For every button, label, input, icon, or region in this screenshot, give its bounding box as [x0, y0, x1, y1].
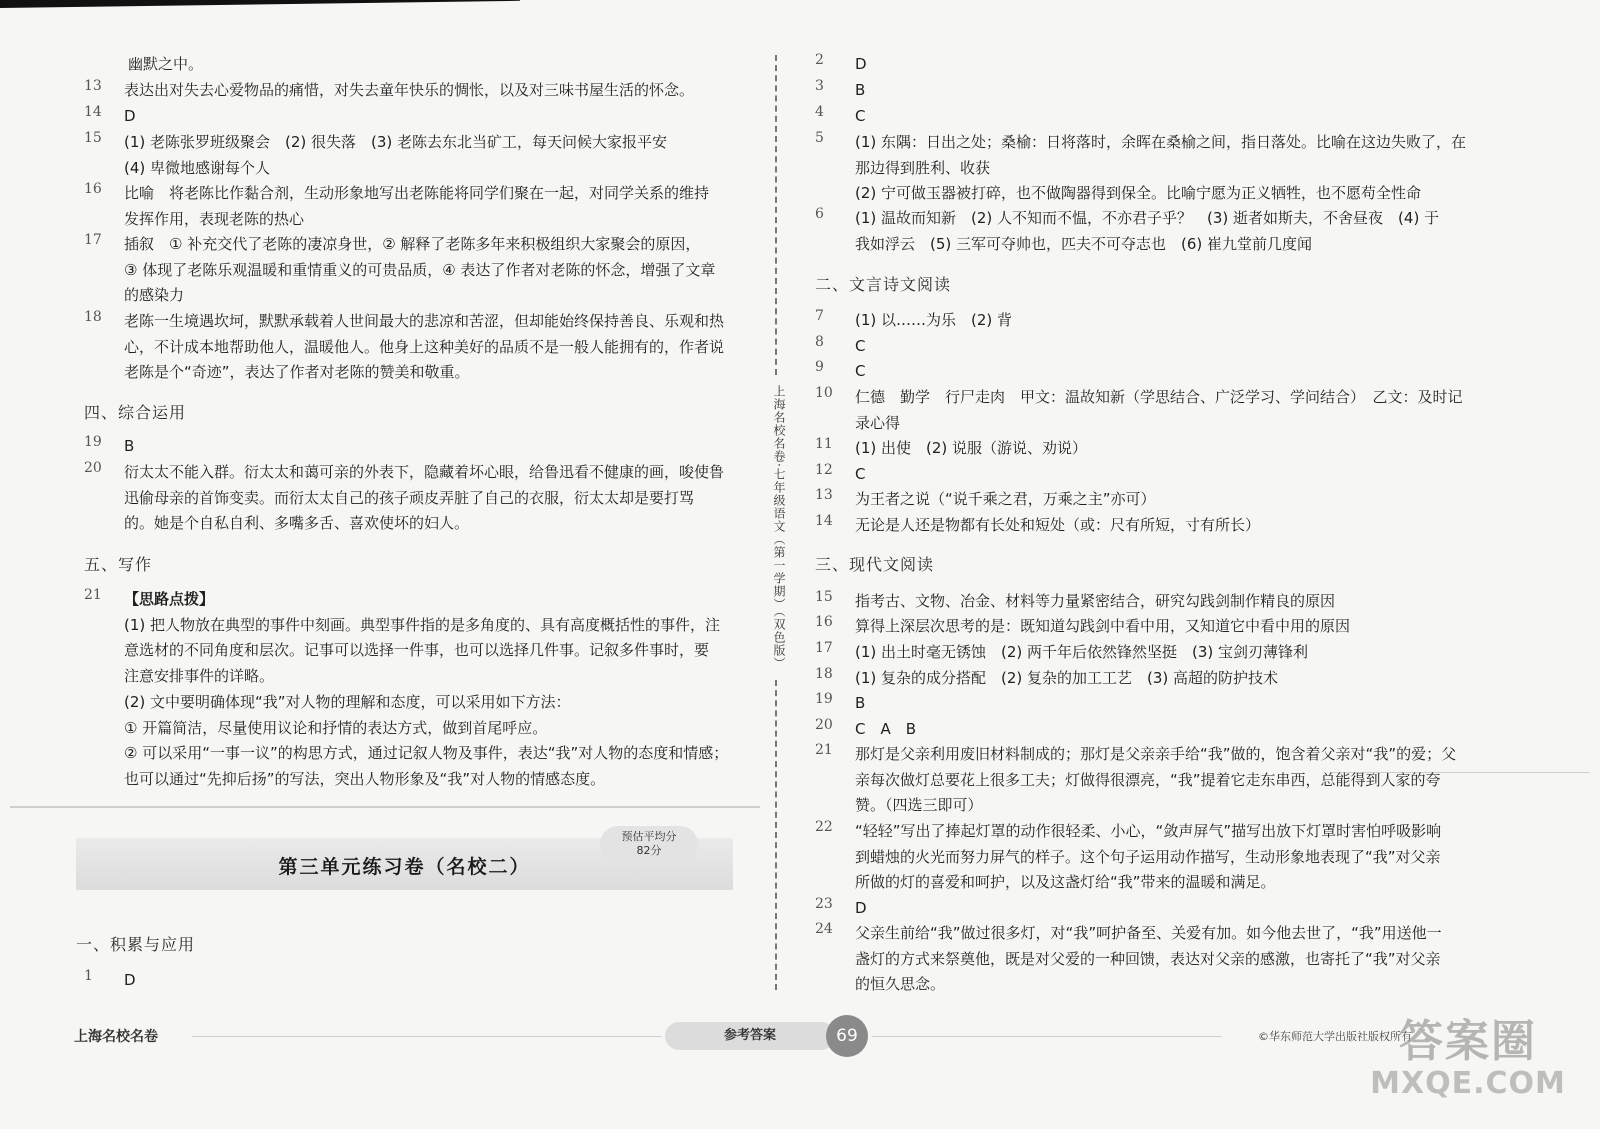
item-line: 注意安排事件的详略。 — [124, 667, 275, 686]
answer-item — [84, 587, 728, 793]
item-line: (1) 以……为乐 (2) 背 — [855, 311, 1013, 329]
item-line: 比喻 将老陈比作黏合剂，生动形象地写出老陈能将同学们聚在一起，对同学关系的维持 — [124, 184, 710, 202]
unit-title: 第三单元练习卷（名校二） — [278, 856, 531, 878]
item-line: (1) 东隅：日出之处；桑榆：日将落时，余晖在桑榆之间，指日落处。比喻在这边失败了，在 — [855, 133, 1467, 151]
item-line: B — [855, 81, 866, 99]
item-line: B — [855, 694, 866, 712]
section-heading: 二、文言诗文阅读 — [815, 275, 952, 294]
item-line: 指考古、文物、冶金、材料等力量紧密结合，研究勾践剑制作精良的原因 — [855, 592, 1336, 610]
answer-item — [815, 385, 1463, 436]
item-line: 那边得到胜利、收获 — [855, 158, 991, 177]
item-line: 盏灯的方式来祭奠他，既是对父爱的一种回馈，表达对父亲的感激，也寄托了“我”对父亲 — [855, 949, 1441, 968]
item-line: B — [124, 437, 135, 455]
item-line: D — [124, 107, 136, 125]
item-line: 仁德 勤学 行尸走肉 甲文：温故知新（学思结合、广泛学习、学问结合） 乙文：及时记 — [855, 388, 1463, 406]
answer-item — [815, 896, 867, 922]
item-line: 心，不计成本地帮助他人，温暖他人。他身上这种美好的品质不是一般人能拥有的，作者说 — [124, 337, 725, 356]
fold-line-top — [775, 55, 777, 375]
answer-item — [815, 462, 865, 488]
item-line: 那灯是父亲利用废旧材料制成的；那灯是父亲亲手给“我”做的，饱含着父亲对“我”的爱；父 — [855, 745, 1457, 763]
answer-item — [84, 434, 134, 460]
answer-item — [815, 487, 1156, 513]
answer-item — [815, 206, 1439, 257]
footer-rule-right — [872, 1036, 1222, 1037]
copyright-notice: ©华东师范大学出版社版权所有 — [1258, 1030, 1412, 1043]
item-number: 20 — [815, 717, 833, 733]
item-line: (1) 复杂的成分搭配 (2) 复杂的加工工艺 (3) 高超的防护技术 — [855, 669, 1279, 687]
item-number: 14 — [84, 104, 102, 120]
answer-label: 参考答案 — [665, 1022, 835, 1050]
item-number: 16 — [84, 181, 102, 197]
item-number: 3 — [815, 78, 824, 94]
item-number: 19 — [84, 434, 102, 450]
item-line: D — [124, 971, 136, 989]
item-line: ② 可以采用“一事一议”的构思方式，通过记叙人物及事件，表达“我”对人物的态度和情感； — [124, 744, 729, 763]
item-line: “轻轻”写出了捧起灯罩的动作很轻柔、小心，“敛声屏气”描写出放下灯罩时害怕呼吸影响 — [855, 822, 1442, 840]
footer-rule-left — [192, 1036, 662, 1037]
page-number: 69 — [826, 1015, 868, 1057]
answer-item — [815, 589, 1335, 615]
item-line: 的。她是个自私自利、多嘴多舌、喜欢使坏的妇人。 — [124, 514, 470, 533]
section-heading: 一、积累与应用 — [76, 935, 196, 954]
item-number: 24 — [815, 921, 833, 937]
section-heading: 四、综合运用 — [84, 403, 187, 422]
average-score-badge — [600, 826, 698, 862]
section-heading: 三、现代文阅读 — [815, 555, 935, 574]
item-line: 算得上深层次思考的是：既知道勾践剑中看中用，又知道它中看中用的原因 — [855, 617, 1351, 635]
item-line: 衍太太不能入群。衍太太和蔼可亲的外表下，隐藏着坏心眼，给鲁迅看不健康的画，唆使鲁 — [124, 463, 725, 481]
item-line: 所做的灯的喜爱和呵护，以及这盏灯给“我”带来的温暖和满足。 — [855, 873, 1276, 892]
answer-item — [815, 308, 1012, 334]
item-number: 9 — [815, 359, 824, 375]
answer-item — [84, 309, 724, 386]
answer-item — [815, 334, 865, 360]
item-number: 18 — [84, 309, 102, 325]
watermark-domain: MXQE.COM — [1370, 1066, 1566, 1101]
item-line: (2) 文中要明确体现“我”对人物的理解和态度，可以采用如下方法： — [124, 692, 571, 711]
item-line: 父亲生前给“我”做过很多灯，对“我”呵护备至、关爱有加。如今他去世了，“我”用送他一 — [855, 924, 1442, 942]
item-line: 老陈一生境遇坎坷，默默承载着人世间最大的悲凉和苦涩，但却能始终保持善良、乐观和热 — [124, 312, 725, 330]
top-edge-shadow — [0, 0, 520, 8]
answer-item — [815, 666, 1278, 692]
answer-item — [815, 130, 1466, 207]
item-number: 12 — [815, 462, 833, 478]
item-line: 亲每次做灯总要花上很多工夫；灯做得很漂亮，“我”提着它走东串西，总能得到人家的夸 — [855, 770, 1441, 789]
item-number: 21 — [815, 742, 833, 758]
item-line: 的感染力 — [124, 286, 185, 305]
item-line: D — [855, 899, 867, 917]
item-line: (1) 把人物放在典型的事件中刻画。典型事件指的是多角度的、具有高度概括性的事件，注 — [124, 615, 721, 634]
item-line: ① 开篇简洁，尽量使用议论和抒情的表达方式，做到首尾呼应。 — [124, 718, 548, 737]
item-line: C — [855, 362, 866, 380]
item-number: 6 — [815, 206, 824, 222]
answer-item — [815, 640, 1308, 666]
item-line: C — [855, 337, 866, 355]
item-number: 23 — [815, 896, 833, 912]
item-line: (1) 老陈张罗班级聚会 (2) 很失落 (3) 老陈去东北当矿工，每天问候大家报平安 — [124, 133, 668, 151]
right-column — [815, 48, 1475, 998]
item-number: 4 — [815, 104, 824, 120]
item-number: 10 — [815, 385, 833, 401]
site-watermark — [1362, 1016, 1574, 1106]
item-number: 17 — [815, 640, 833, 656]
item-line: C — [855, 465, 866, 483]
item-line: D — [855, 55, 867, 73]
item-number: 17 — [84, 232, 102, 248]
item-line: (1) 出土时毫无锈蚀 (2) 两千年后依然锋然坚挺 (3) 宝剑刃薄锋利 — [855, 643, 1309, 661]
continued-text: 幽默之中。 — [128, 55, 204, 73]
section-heading: 五、写作 — [84, 555, 153, 574]
item-line: 录心得 — [855, 413, 901, 432]
item-number: 2 — [815, 52, 824, 68]
item-number: 20 — [84, 460, 102, 476]
item-number: 15 — [84, 130, 102, 146]
score-label: 预估平均分 — [621, 830, 677, 843]
answer-item — [815, 819, 1441, 896]
answer-item — [815, 359, 865, 385]
item-line: C — [855, 107, 866, 125]
answer-item — [84, 232, 715, 309]
answer-item — [815, 691, 865, 717]
item-number: 16 — [815, 614, 833, 630]
answer-item — [84, 78, 694, 104]
item-number: 19 — [815, 691, 833, 707]
item-number: 13 — [815, 487, 833, 503]
item-number: 18 — [815, 666, 833, 682]
answer-item — [84, 130, 667, 181]
item-line: 发挥作用，表现老陈的热心 — [124, 209, 305, 228]
item-number: 7 — [815, 308, 824, 324]
answer-item — [815, 614, 1350, 640]
answer-item — [84, 460, 724, 537]
answer-item — [815, 104, 865, 130]
item-number: 14 — [815, 513, 833, 529]
item-line: 插叙 ① 补充交代了老陈的凄凉身世，② 解释了老陈多年来积极组织大家聚会的原因， — [124, 235, 701, 253]
item-line: (4) 卑微地感谢每个人 — [124, 158, 271, 177]
score-value: 82分 — [636, 844, 662, 857]
answer-item — [815, 52, 867, 78]
item-number: 8 — [815, 334, 824, 350]
item-line: (2) 宁可做玉器被打碎，也不做陶器得到保全。比喻宁愿为正义牺牲，也不愿苟全性命 — [855, 184, 1422, 203]
item-line: 【思路点拨】 — [124, 590, 215, 608]
fold-line-bottom — [775, 680, 777, 990]
item-line: 赞。（四选三即可） — [855, 796, 983, 815]
answer-item — [84, 104, 136, 130]
item-number: 5 — [815, 130, 824, 146]
item-line: 的恒久思念。 — [855, 975, 946, 994]
item-line: 我如浮云 (5) 三军可夺帅也，匹夫不可夺志也 (6) 崔九堂前几度闻 — [855, 234, 1313, 253]
item-line: 意选材的不同角度和层次。记事可以选择一件事，也可以选择几件事。记叙多件事时，要 — [124, 641, 710, 660]
item-number: 22 — [815, 819, 833, 835]
item-line: ③ 体现了老陈乐观温暖和重情重义的可贵品质，④ 表达了作者对老陈的怀念，增强了文章 — [124, 260, 716, 279]
item-number: 15 — [815, 589, 833, 605]
item-line: (1) 温故而知新 (2) 人不知而不愠，不亦君子乎？ (3) 逝者如斯夫，不舍昼夜 (4) 于 — [855, 209, 1440, 227]
answer-item — [84, 181, 709, 232]
item-number: 1 — [84, 968, 93, 984]
item-line: 为王者之说（“说千乘之君，万乘之主”亦可） — [855, 490, 1156, 508]
book-title: 上海名校名卷 — [74, 1029, 158, 1045]
item-number: 21 — [84, 587, 102, 603]
answer-item — [815, 78, 865, 104]
answer-item — [815, 436, 1087, 462]
answer-item — [815, 921, 1442, 998]
watermark-logo-text: 答案圈 — [1399, 1016, 1537, 1067]
answer-item — [815, 742, 1456, 819]
item-line: 无论是人还是物都有长处和短处（或：尺有所短，寸有所长） — [855, 516, 1261, 534]
item-line: 也可以通过“先抑后扬”的写法，突出人物形象及“我”对人物的情感态度。 — [124, 769, 606, 788]
spine-text: 上海名校名卷·七年级语文（第一学期）（双色版） — [772, 385, 786, 670]
item-line: 迅偷母亲的首饰变卖。而衍太太自己的孩子顽皮弄脏了自己的衣服，衍太太却是要打骂 — [124, 488, 695, 507]
item-line: 表达出对失去心爱物品的痛惜，对失去童年快乐的惆怅，以及对三味书屋生活的怀念。 — [124, 81, 695, 99]
item-line: C A B — [855, 720, 917, 738]
item-number: 13 — [84, 78, 102, 94]
answer-item — [84, 968, 136, 994]
answer-item — [815, 717, 916, 743]
answer-item — [815, 513, 1260, 539]
item-line: 老陈是个“奇迹”，表达了作者对老陈的赞美和敬重。 — [124, 363, 470, 382]
item-line: 到蜡烛的火光而努力屏气的样子。这个句子运用动作描写，生动形象地表现了“我”对父亲 — [855, 847, 1441, 866]
item-number: 11 — [815, 436, 833, 452]
item-line: (1) 出使 (2) 说服（游说、劝说） — [855, 439, 1088, 457]
